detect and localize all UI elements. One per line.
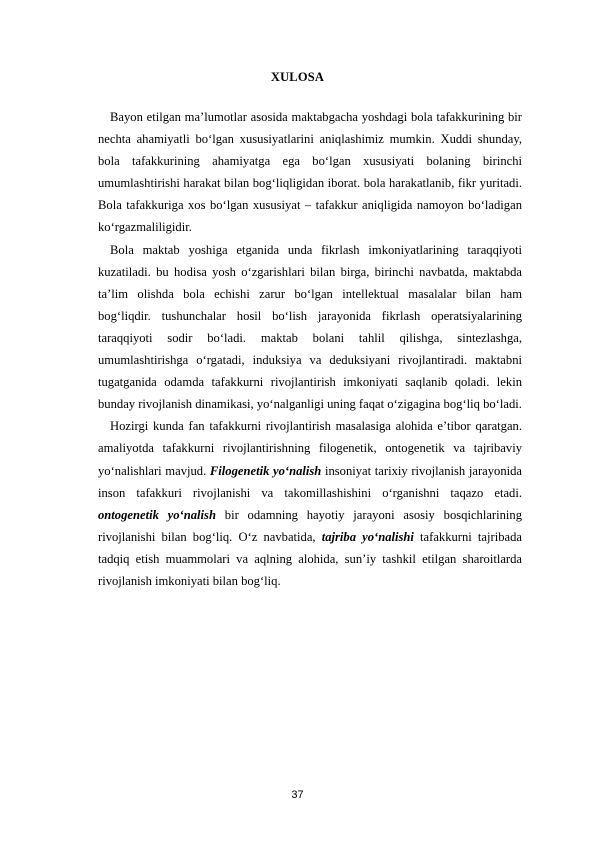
emphasized-term: ontogenetik yo‘nalish (98, 507, 216, 522)
paragraph-text: bir odamning hayotiy jarayoni asosiy bosqichlarining rivojlanishi bilan bog‘liq. O‘z navbatida, (98, 507, 522, 544)
document-title: XULOSA (270, 70, 325, 84)
emphasized-term: tajriba yo‘nalishi (321, 529, 414, 544)
page-number: 37 (291, 789, 304, 801)
paragraph-text: Bola maktab yoshiga etganida unda fikrlash imkoniyatlarining taraqqiyoti kuzatiladi. bu hodisa yosh o‘zgarishlari bilan birga, birinchi navbatda, maktabda ta’lim olishda bola echishi zarur bo‘lgan intellektual masalalar bilan ham bog‘liqdir. tushunchalar hosil bo‘lish jarayonida fikrlash operatsiyalarining taraqqiyoti sodir bo‘ladi. maktab bolani tahlil qilishga, sintezlashga, umumlashtirishga o‘rgatadi, induksiya va deduksiyani rivojlantiradi. maktabni tugatganida odamda tafakkurni rivojlantirish imkoniyati saqlanib qoladi. lekin bunday rivojlanish dinamikasi, yo‘nalganligi uning faqat o‘zigagina bog‘liq bo‘ladi. (98, 242, 522, 412)
paragraph-text: insoniyat tarixiy rivojlanish jarayonida inson tafakkuri rivojlanishi va takomillashishini o‘rganishni taqazo etadi. (98, 463, 522, 500)
document-body (98, 106, 522, 592)
paragraph-text: Bayon etilgan ma’lumotlar asosida maktabgacha yoshdagi bola tafakkurining bir nechta ahamiyatli bo‘lgan xususiyatlarini aniqlashimiz mumkin. Xuddi shunday, bola tafakkurining ahamiyatga ega bo‘lgan xususiyati bolaning birinchi umumlashtirishi harakat bilan bog‘liqligidan iborat. bola harakatlanib, fikr yuritadi. Bola tafakkuriga xos bo‘lgan xususiyat – tafakkur aniqligida namoyon bo‘ladigan ko‘rgazmaliligidir. (98, 110, 522, 235)
paragraph-text: tafakkurni tajribada tadqiq etish muammolari va aqlning alohida, sun’iy tashkil etilgan sharoitlarda rivojlanish imkoniyati bilan bog‘liq. (98, 529, 522, 588)
paragraph (98, 239, 522, 416)
paragraph-text: Hozirgi kunda fan tafakkurni rivojlantirish masalasiga alohida e’tibor qaratgan. amaliyotda tafakkurni rivojlantirishning filogenetik, ontogenetik va tajribaviy yo‘nalishlari mavjud. (98, 419, 522, 478)
paragraph (98, 106, 522, 239)
paragraph (98, 415, 522, 592)
emphasized-term: Filogenetik yo‘nalish (209, 463, 322, 478)
